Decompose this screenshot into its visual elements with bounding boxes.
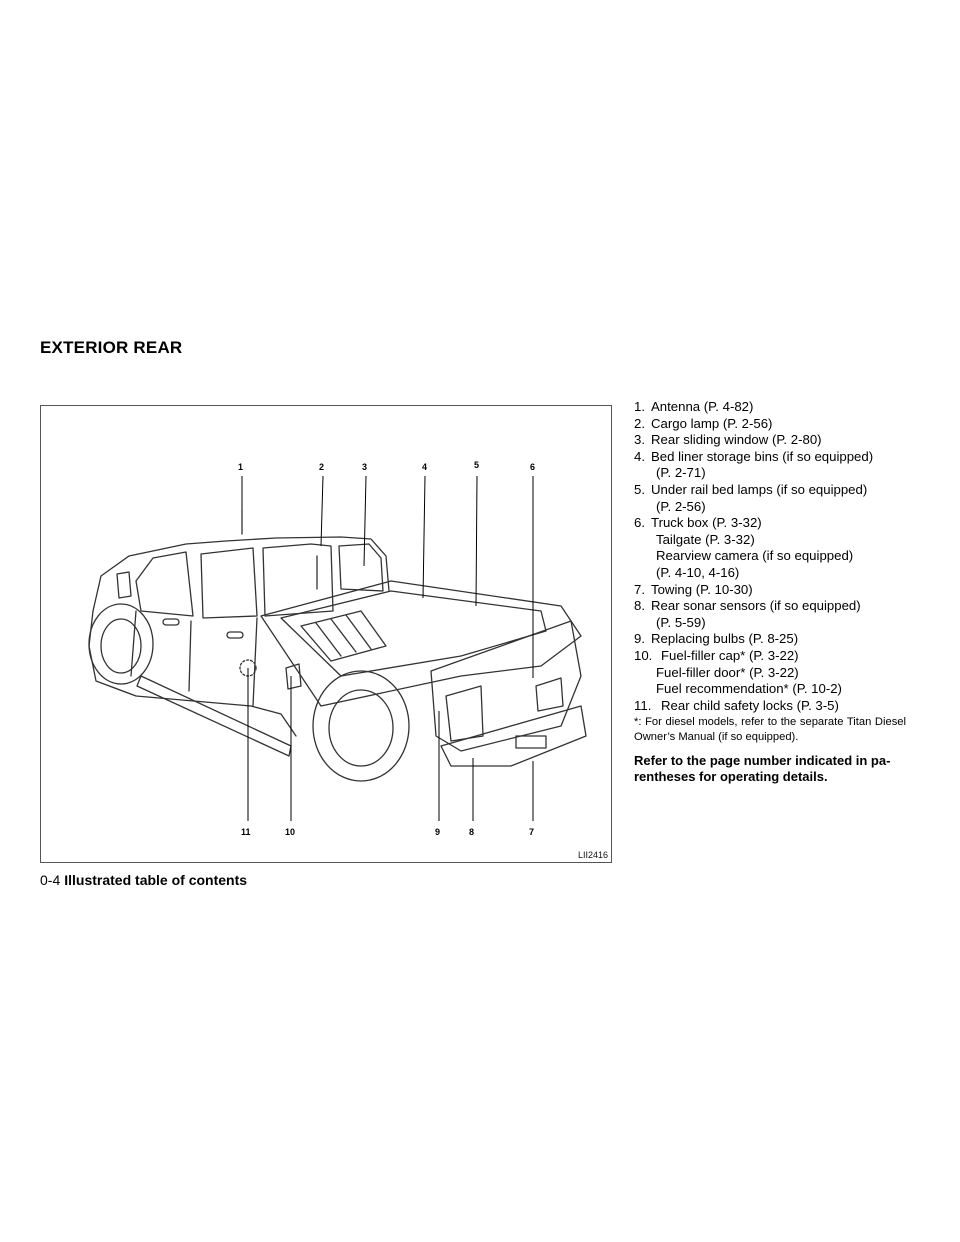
callout-11: 11	[241, 827, 251, 837]
refer-note: Refer to the page number indicated in pa- rentheses for operating details.	[634, 753, 891, 785]
callout-5: 5	[474, 460, 480, 470]
truck-line-drawing	[41, 406, 613, 864]
section-title: EXTERIOR REAR	[40, 338, 183, 357]
page-footer	[40, 872, 247, 888]
legend-item: 4. Bed liner storage bins (if so equipped) (P. 2-71)	[634, 448, 874, 481]
callout-4: 4	[422, 462, 428, 472]
callout-6: 6	[530, 462, 536, 472]
legend-list	[634, 399, 906, 785]
legend-item: 2. Cargo lamp (P. 2-56)	[634, 415, 773, 431]
callout-7: 7	[529, 827, 535, 837]
legend-item: 10. Fuel-filler cap* (P. 3-22) Fuel-filler door* (P. 3-22) Fuel recommendation* (P. 10-2)	[634, 647, 842, 697]
page-number: 0-4	[40, 872, 61, 888]
legend-item: 3. Rear sliding window (P. 2-80)	[634, 432, 822, 448]
callout-3: 3	[362, 462, 368, 472]
footer-title: Illustrated table of contents	[64, 872, 248, 888]
callout-8: 8	[469, 827, 475, 837]
truck-figure	[40, 405, 612, 863]
legend-item: 11. Rear child safety locks (P. 3-5)	[634, 697, 839, 713]
callout-10: 10	[285, 827, 296, 837]
figure-code: LII2416	[577, 850, 608, 860]
legend-item: 1. Antenna (P. 4-82)	[634, 399, 754, 414]
callout-1: 1	[238, 462, 244, 472]
footnote: *: For diesel models, refer to the separate Titan Diesel Owner’s Manual (if so equipped).	[634, 716, 906, 744]
legend-item: 7. Towing (P. 10-30)	[634, 581, 753, 597]
legend-item: 6. Truck box (P. 3-32) Tailgate (P. 3-32) Rearview camera (if so equipped) (P. 4-10, 4-16)	[634, 515, 854, 580]
callout-9: 9	[435, 827, 441, 837]
legend-item: 9. Replacing bulbs (P. 8-25)	[634, 631, 799, 647]
legend-item: 8. Rear sonar sensors (if so equipped) (P. 5-59)	[634, 598, 861, 630]
callout-2: 2	[319, 462, 325, 472]
legend-item: 5. Under rail bed lamps (if so equipped) (P. 2-56)	[634, 481, 868, 514]
